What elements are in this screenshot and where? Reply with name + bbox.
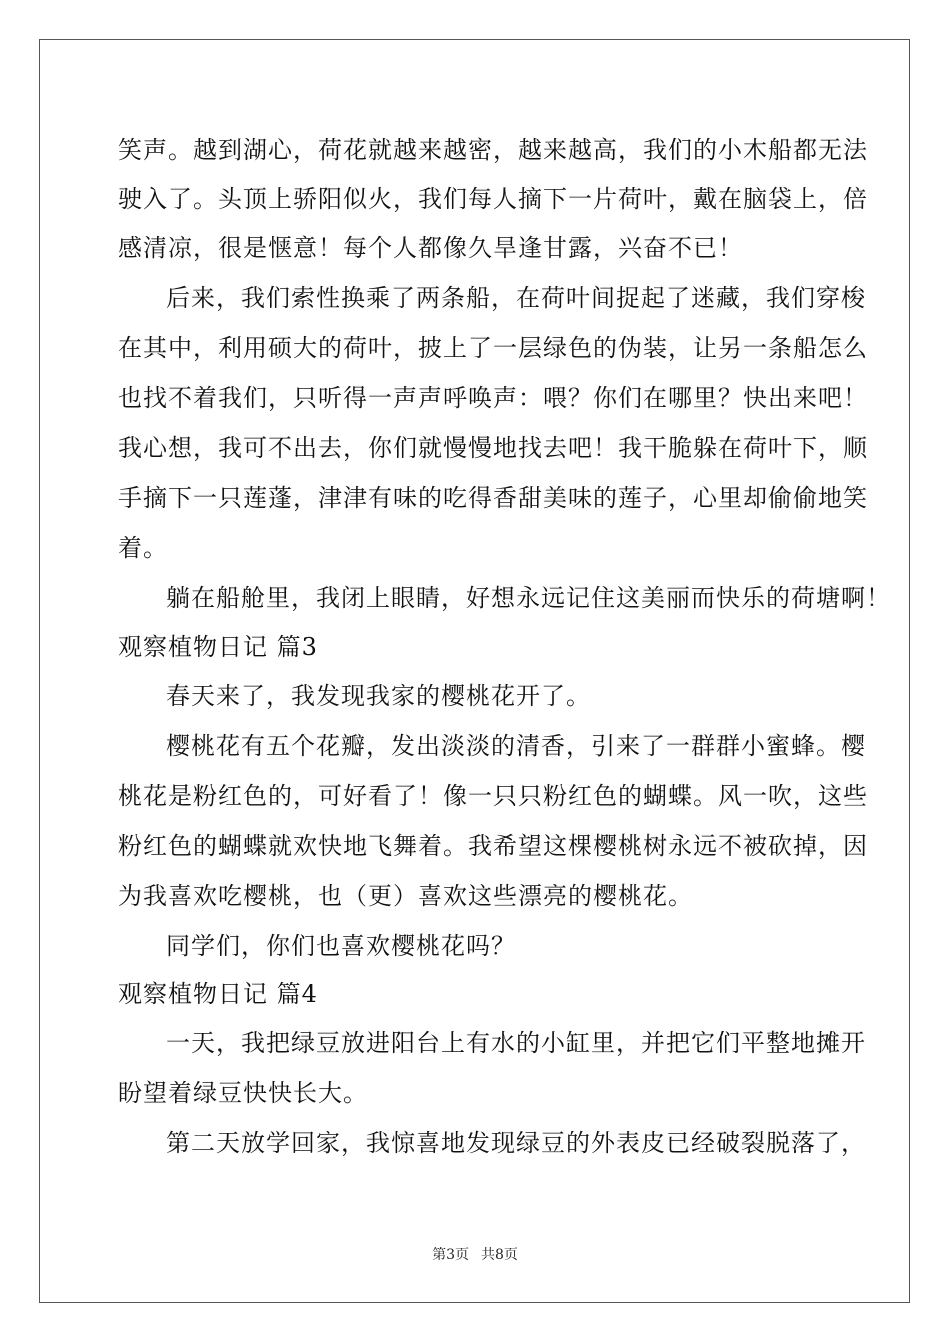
paragraph-start-line: 第二天放学回家，我惊喜地发现绿豆的外表皮已经破裂脱落了， [166,1129,866,1157]
text-line: 手摘下一只莲蓬，津津有味的吃得香甜美味的莲子，心里却偷偷地笑 [118,484,868,512]
text-line: 粉红色的蝴蝶就欢快地飞舞着。我希望这棵樱桃树永远不被砍掉，因 [118,832,868,860]
section-heading: 观察植物日记 篇3 [118,633,318,661]
text-line: 感清凉，很是惬意！每个人都像久旱逢甘露，兴奋不已！ [118,234,743,262]
paragraph-start-line: 樱桃花有五个花瓣，发出淡淡的清香，引来了一群群小蜜蜂。樱 [166,732,866,760]
text-line: 着。 [118,534,168,562]
paragraph-start-line: 躺在船舱里，我闭上眼睛，好想永远记住这美丽而快乐的荷塘啊！ [166,584,891,612]
text-line: 桃花是粉红色的，可好看了！像一只只粉红色的蝴蝶。风一吹，这些 [118,782,868,810]
text-line: 笑声。越到湖心，荷花就越来越密，越来越高，我们的小木船都无法 [118,136,868,164]
paragraph-start-line: 一天，我把绿豆放进阳台上有水的小缸里，并把它们平整地摊开 [166,1029,866,1057]
paragraph-start-line: 春天来了，我发现我家的樱桃花开了。 [166,682,591,710]
paragraph-start-line: 后来，我们索性换乘了两条船，在荷叶间捉起了迷藏，我们穿梭 [166,284,866,312]
page-number: 第3页 [432,1247,469,1263]
text-line: 也找不着我们，只听得一声声呼唤声：喂？你们在哪里？快出来吧！ [118,384,868,412]
text-line: 在其中，利用硕大的荷叶，披上了一层绿色的伪装，让另一条船怎么 [118,334,868,362]
page-total: 共8页 [481,1247,518,1263]
text-line: 我心想，我可不出去，你们就慢慢地找去吧！我干脆躲在荷叶下，顺 [118,434,868,462]
text-line: 盼望着绿豆快快长大。 [118,1079,368,1107]
paragraph-start-line: 同学们，你们也喜欢樱桃花吗？ [166,932,516,960]
section-heading: 观察植物日记 篇4 [118,980,318,1008]
page-footer [0,1244,950,1264]
text-line: 驶入了。头顶上骄阳似火，我们每人摘下一片荷叶，戴在脑袋上，倍 [118,185,868,213]
text-line: 为我喜欢吃樱桃，也（更）喜欢这些漂亮的樱桃花。 [118,882,693,910]
page-border [39,39,910,1303]
